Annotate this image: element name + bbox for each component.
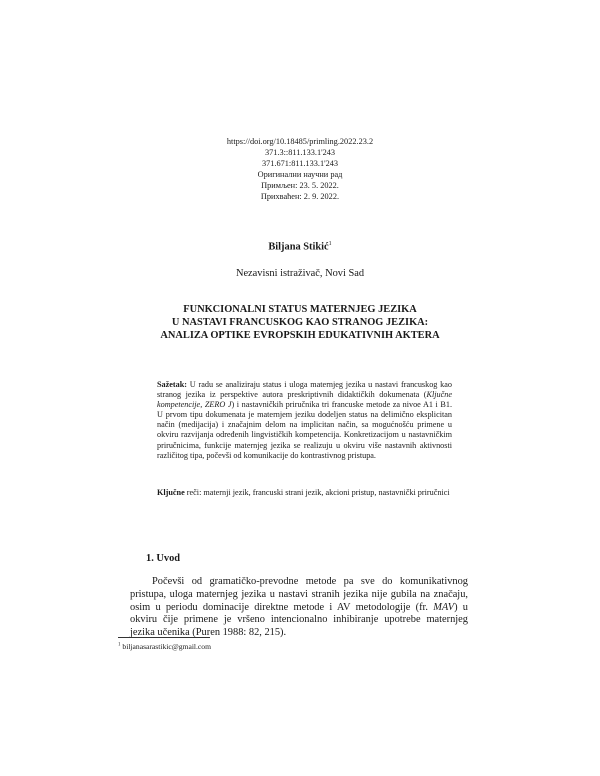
body-italic: MAV xyxy=(433,601,455,613)
footnote xyxy=(118,642,211,651)
body-paragraph xyxy=(130,576,468,640)
received-date: Примљен: 23. 5. 2022. xyxy=(261,180,339,190)
paper-type: Оригинални научни рад xyxy=(257,169,343,179)
footnote-mark: 1 xyxy=(118,642,121,648)
footnote-divider xyxy=(118,637,210,638)
abstract-label: Sažetak: xyxy=(157,380,188,389)
author-name-text: Biljana Stikić xyxy=(268,241,329,253)
udc-code-1: 371.3::811.133.1'243 xyxy=(264,147,336,157)
body-text-2: ) u okviru čije primene je vršeno intencionalno inhibiranje upotrebe maternjeg jezika učenika (Puren 1988: 82, 215). xyxy=(130,601,468,639)
body-text-1: Počevši od gramatičko-prevodne metode pa sve do komunikativnog pristupa, uloga maternjeg jezika u nastavi stranih jezika nije gubila na značaju, osim u periodu dominacije direktne metode i AV metodologije (fr. xyxy=(130,576,468,613)
title-line-1: FUNKCIONALNI STATUS MATERNJEG JEZIKA xyxy=(183,304,417,315)
article-metadata xyxy=(200,137,400,202)
author-footnote-mark: 1 xyxy=(328,241,332,247)
doi-link[interactable]: https://doi.org/10.18485/primling.2022.23.2 xyxy=(226,137,374,146)
title-line-3: ANALIZA OPTIKE EVROPSKIH EDUKATIVNIH AKTERA xyxy=(160,329,440,341)
paper-title xyxy=(100,304,500,342)
keywords-text: maternji jezik, francuski strani jezik, akcioni pristup, nastavnički priručnici xyxy=(201,488,450,497)
body-text xyxy=(130,576,468,640)
abstract-text-1: U radu se analiziraju status i uloga maternjeg jezika u nastavi francuskog kao stranog jezika iz perspektive autora preskriptivnih didaktičkih dokumenata ( xyxy=(157,380,452,400)
abstract xyxy=(157,380,452,461)
keywords xyxy=(157,488,462,498)
footnote-email[interactable]: biljanasarastikic@gmail.com xyxy=(122,642,212,651)
title-line-2: U NASTAVI FRANCUSKOG KAO STRANOG JEZIKA: xyxy=(171,316,429,328)
abstract-text-2: ) i nastavničkih priručnika tri francuske metode za nivoe A1 i B1. U prvom tipu dokumenata je maternjem jeziku dodeljen status na delimično eksplicitan način (medijacija) i značajnim delom na implicitan način, sa mogućnošću primene u okviru razvijanja određenih lingvističkih kompetencija. Konkretizacijom u nastavničkim priručnicima, funkcije maternjeg jezika se realizuju u okviru više nastavnih aktivnosti različitog tipa, počevši od komunikacije do kontrastivnog pristupa. xyxy=(157,400,452,460)
author-affiliation: Nezavisni istraživač, Novi Sad xyxy=(235,268,365,279)
accepted-date: Прихваћен: 2. 9. 2022. xyxy=(260,191,340,201)
keywords-label: Ključne xyxy=(157,488,185,497)
section-heading: 1. Uvod xyxy=(146,553,181,564)
abstract-italic-1: Ključne kompetencije, ZERO J xyxy=(157,390,452,410)
keywords-label-2: reči: xyxy=(184,488,202,497)
author-name xyxy=(0,241,600,252)
udc-code-2: 371.671:811.133.1'243 xyxy=(261,158,339,168)
